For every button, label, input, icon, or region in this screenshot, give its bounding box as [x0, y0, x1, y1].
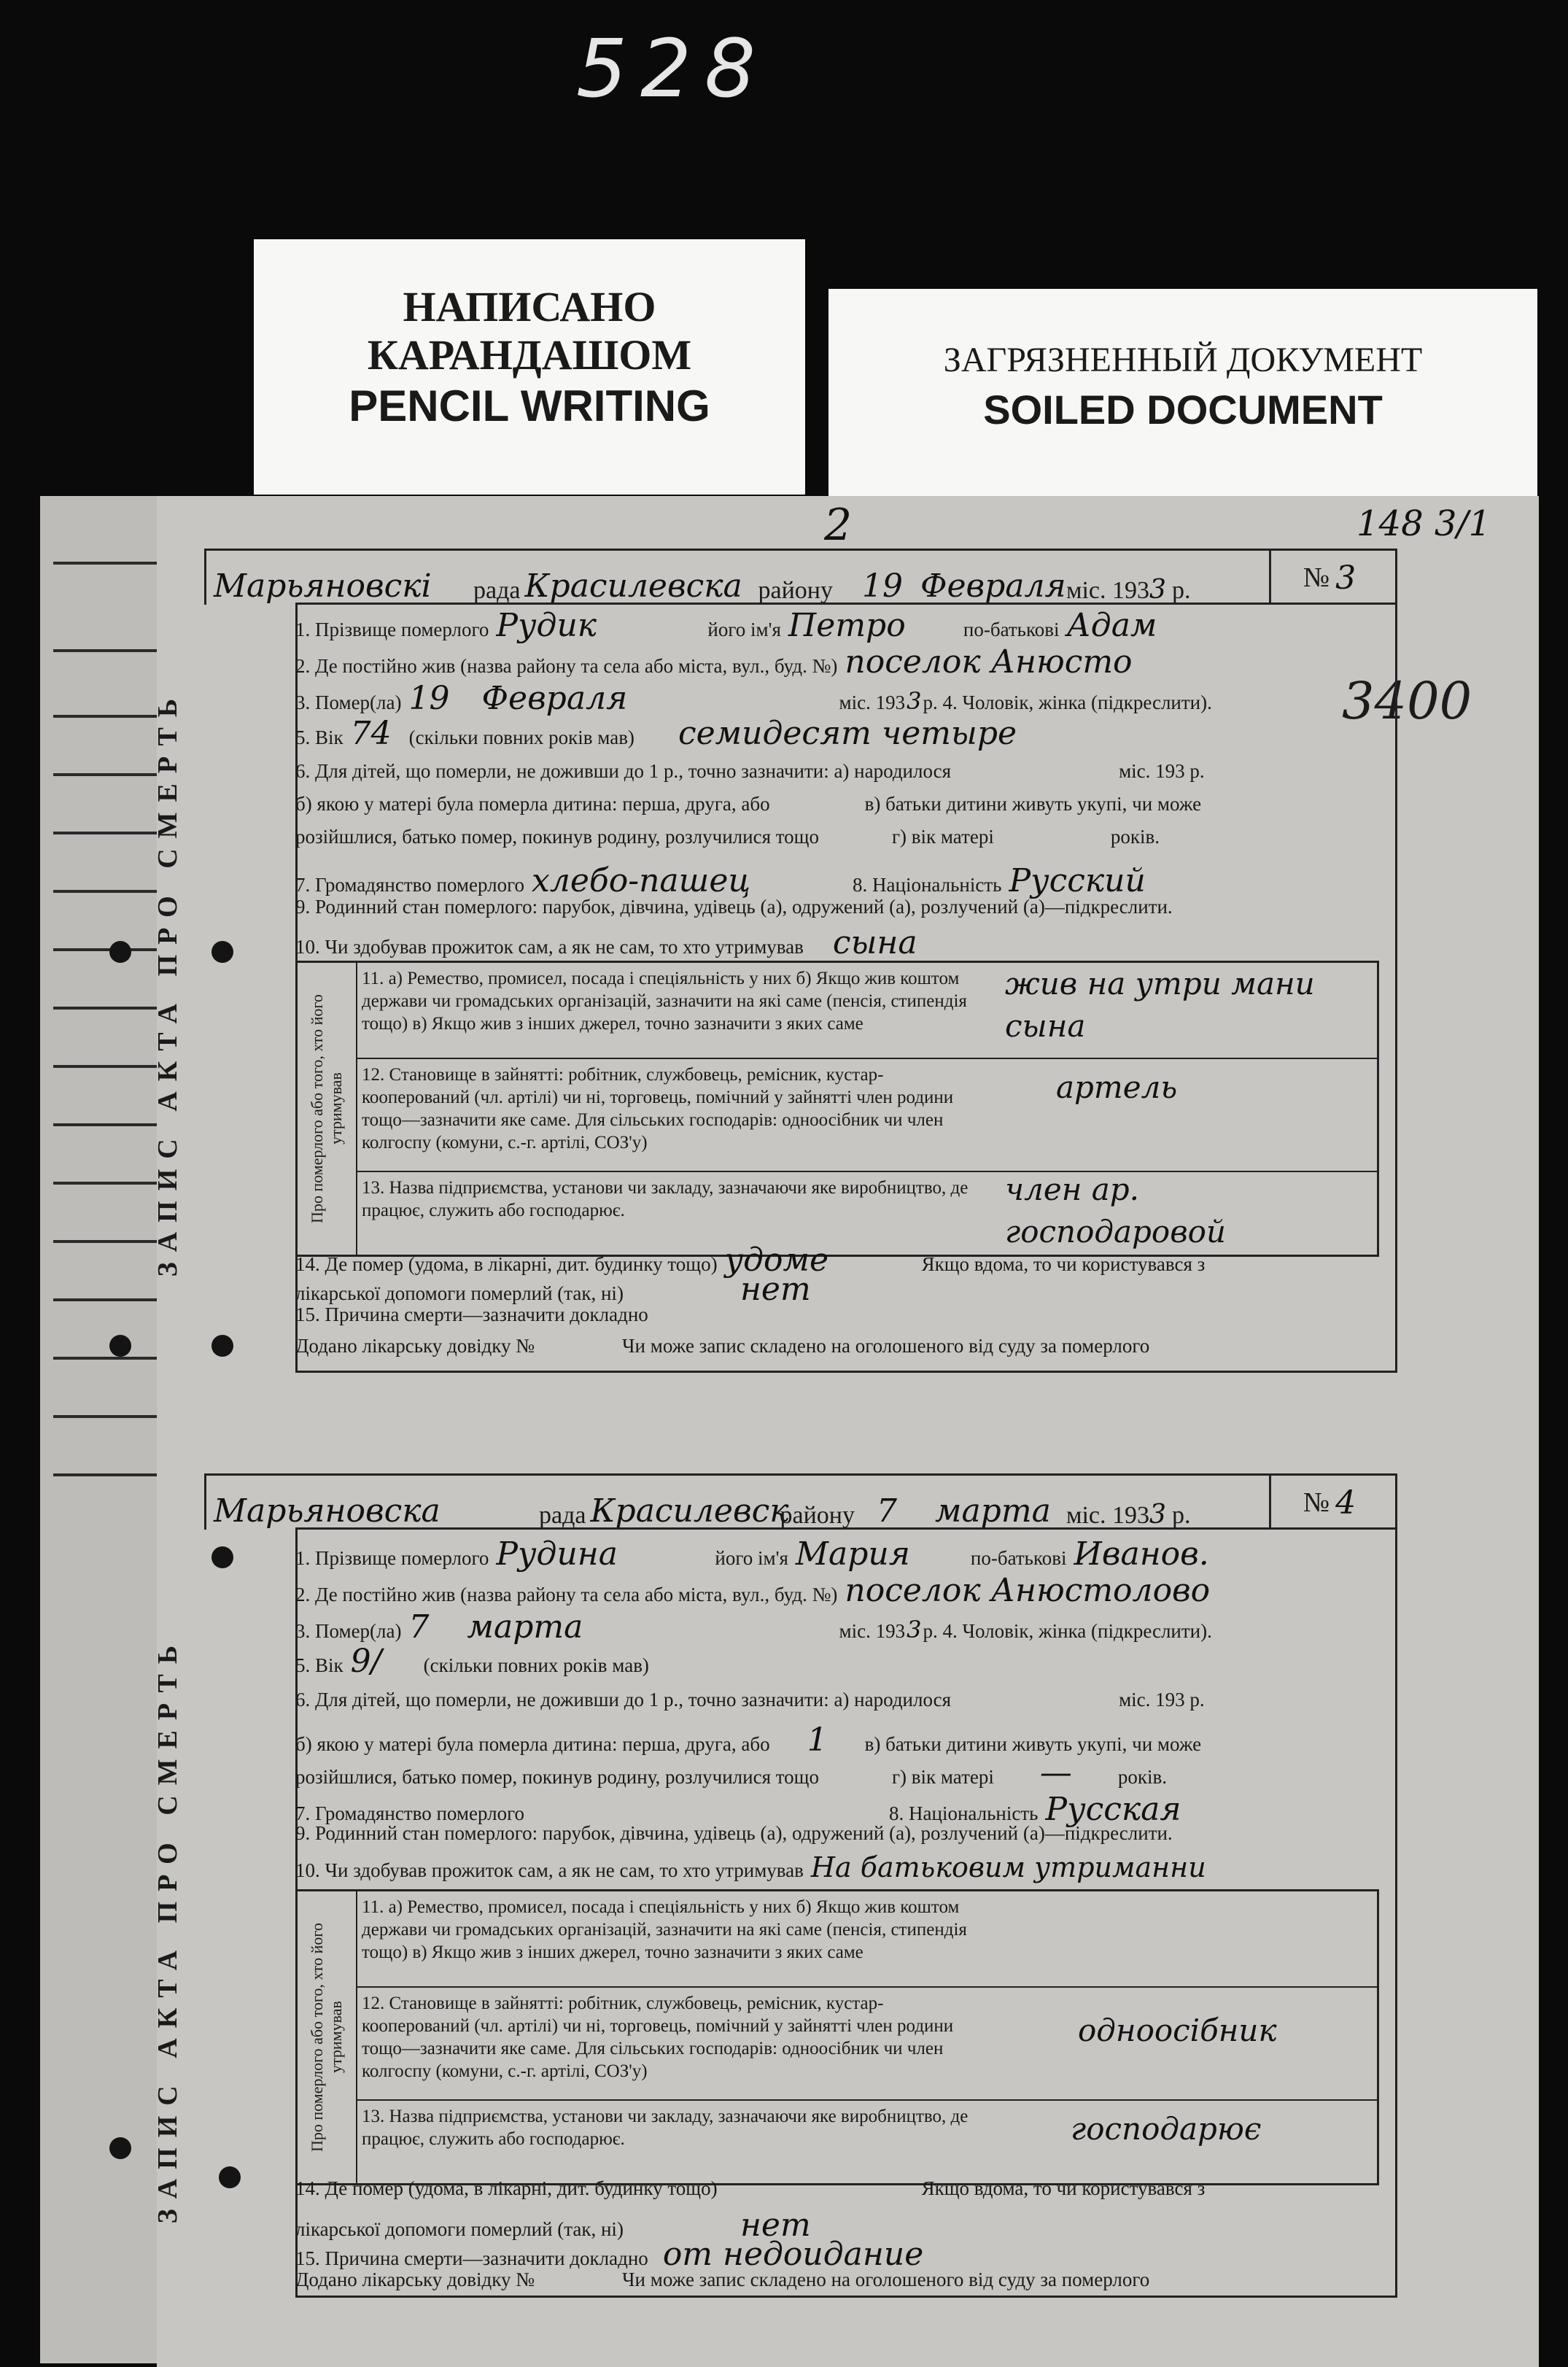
act1-age: 74 — [350, 715, 392, 752]
act2-supporter: На батьковим утриманни — [810, 1851, 1206, 1883]
act2-occupation-table — [295, 1889, 1379, 2185]
act1-name: Петро — [788, 607, 906, 644]
act2-vertical-title-wrap — [139, 1583, 197, 2276]
act1-supporter: сына — [832, 924, 917, 961]
act1-line-10 — [295, 924, 925, 961]
act2-l6c-tail: років. — [1117, 1766, 1167, 1788]
act2-line-5 — [295, 1643, 664, 1680]
act2-l6a-end: міс. 193 р. — [1119, 1689, 1205, 1711]
act1-row-12 — [356, 1058, 1377, 1172]
act2-age: 9/ — [350, 1643, 382, 1680]
act2-l13-text: 13. Назва підприємства, установи чи закладу, зазначаючи яке виробництво, де працює, служить або господарює. — [362, 2107, 969, 2149]
act1-l12-text: 12. Становище в зайнятті: робітник, службовець, ремісник, кустар-кооперований (чл. артілі) чи ні, торговець, помічний у зайнятті член родини тощо—зазначити яке саме. Для сільських господарів: одноосібник чи член колгоспу (комуни, с.-г. артілі, СОЗ'у) — [362, 1065, 954, 1152]
act2-row-11 — [356, 1891, 1377, 1986]
act1-line-1 — [295, 607, 1164, 644]
strip-line — [53, 1415, 157, 1418]
act1-l8-label: 8. Національність — [853, 874, 1002, 896]
act2-l14-label: 14. Де помер (удома, в лікарні, дит. будинку тощо) — [295, 2177, 718, 2199]
act2-date-day: 7 — [876, 1492, 897, 1530]
act2-village-council: Марьяновска — [214, 1492, 440, 1530]
act1-l16: Додано лікарську довідку № — [295, 1335, 535, 1357]
act2-mis-label: міс. 193 — [1066, 1502, 1150, 1529]
act1-line-6a — [295, 760, 1205, 783]
act1-mis-label: міс. 193 — [1066, 577, 1150, 604]
act1-l6c-end: г) вік матері — [891, 826, 994, 848]
death-record-act-2 — [152, 1473, 1415, 2298]
act2-cause: от недоидание — [662, 2236, 924, 2273]
act2-number-box — [1269, 1476, 1388, 1530]
act1-vertical-title: ЗАПИС АКТА ПРО СМЕРТЬ — [152, 688, 183, 1277]
act1-vertical-title-wrap — [139, 636, 197, 1329]
act1-patronymic: Адам — [1066, 607, 1157, 644]
act1-line-3 — [295, 680, 1212, 717]
act2-year-digit: 3 — [1149, 1500, 1166, 1530]
margin-note-top: 2 — [824, 500, 853, 551]
act2-row-13 — [356, 2099, 1377, 2181]
act2-line-6b — [295, 1721, 1201, 1759]
act2-l12-text: 12. Становище в зайнятті: робітник, службовець, ремісник, кустар-кооперований (чл. артілі) чи ні, торговець, помічний у зайнятті член родини тощо—зазначити яке саме. Для сільських господарів: одноосібник чи член колгоспу (комуни, с.-г. артілі, СОЗ'у) — [362, 1994, 954, 2081]
act1-occupation-table — [295, 961, 1379, 1257]
act1-row-11 — [356, 963, 1377, 1058]
act1-l6a-end: міс. 193 р. — [1119, 760, 1205, 782]
act1-line-15 — [295, 1303, 663, 1326]
punch-hole — [109, 1335, 131, 1357]
act2-r-label: р. — [1171, 1502, 1191, 1529]
act2-l6c-end: г) вік матері — [891, 1766, 994, 1788]
strip-line — [53, 562, 157, 565]
act1-year-digit: 3 — [1149, 575, 1166, 605]
act2-date-month: марта — [934, 1492, 1051, 1530]
act1-village-council: Марьяновскі — [214, 567, 432, 605]
act1-l9-label: 9. Родинний стан померлого: парубок, дівчина, удівець (а), одружений (а), розлучений (а)—підкреслити. — [295, 896, 1173, 918]
act1-l7-label: 7. Громадянство померлого — [295, 874, 525, 896]
act2-number-label: № — [1303, 1487, 1330, 1518]
act2-line-10 — [295, 1851, 1214, 1883]
act2-l6b: б) якою у матері була померла дитина: перша, друга, або — [295, 1733, 770, 1755]
act2-l12-value: одноосібник — [1078, 2012, 1277, 2048]
act1-date-month: Февраля — [920, 567, 1066, 605]
act1-line-6c — [295, 826, 1160, 848]
act1-l16-end: Чи може запис складено на оголошеного від суду за померлого — [621, 1335, 1150, 1357]
act1-line-14b — [295, 1271, 818, 1308]
act2-l13-value: господарює — [1071, 2111, 1262, 2147]
act1-l1-end: по-батькові — [963, 619, 1060, 640]
act2-medical-help: нет — [740, 2207, 811, 2244]
act2-surname: Рудина — [496, 1535, 618, 1573]
margin-note-right: 3400 — [1342, 671, 1472, 731]
act1-line-6b — [295, 793, 1201, 816]
act2-line-6c — [295, 1754, 1167, 1791]
strip-line — [53, 1357, 157, 1360]
act1-district: Красилевска — [524, 567, 742, 605]
act1-l10-label: 10. Чи здобував прожиток сам, а як не сам, то хто утримував — [295, 936, 804, 958]
act1-age-words: семидесят четыре — [678, 715, 1017, 752]
act2-l6c-value: — — [1039, 1754, 1072, 1791]
act2-l6a: 6. Для дітей, що померли, не доживши до 1 р., точно зазначити: а) народилося — [295, 1689, 952, 1711]
act1-l6c-tail: років. — [1110, 826, 1160, 848]
act1-l1-mid: його ім'я — [707, 619, 781, 640]
act2-l11-text: 11. а) Ремество, промисел, посада і спеціяльність у них б) Якщо жив коштом держави чи громадських організацій, зазначити на які саме (пенсія, стипендія тощо) в) Якщо жив з інших джерел, точно зазначити з яких саме — [362, 1897, 967, 1962]
act1-death-year: 3 — [907, 687, 922, 715]
act2-l5-label: 5. Вік — [295, 1654, 344, 1676]
notice-soiled-ru: ЗАГРЯЗНЕННЫЙ ДОКУМЕНТ — [943, 341, 1423, 379]
act2-rada-label: рада — [539, 1502, 586, 1529]
act1-line-7 — [295, 862, 1153, 899]
act1-surname: Рудик — [496, 607, 597, 644]
act1-line-9 — [295, 896, 1173, 918]
act1-death-day: 19 — [408, 680, 450, 717]
act2-l9-label: 9. Родинний стан померлого: парубок, дівчина, удівець (а), одружений (а), розлучений (а)—підкреслити. — [295, 1822, 1173, 1844]
act2-name: Мария — [795, 1535, 910, 1573]
act2-l6b-end: в) батьки дитини живуть укупі, чи може — [864, 1733, 1202, 1755]
act1-line-5 — [295, 715, 1024, 752]
act1-medical-help: нет — [740, 1271, 811, 1308]
act1-l12-value: артель — [1056, 1069, 1178, 1105]
act1-residence: поселок Анюсто — [845, 643, 1133, 681]
act2-l16-end: Чи може запис складено на оголошеного від суду за померлого — [621, 2269, 1150, 2290]
act2-l6b-value: 1 — [807, 1721, 828, 1759]
act2-l3-label: 3. Помер(ла) — [295, 1620, 402, 1642]
act1-l14-label: 14. Де помер (удома, в лікарні, дит. будинку тощо) — [295, 1253, 718, 1275]
soiled-document-notice — [828, 289, 1537, 497]
act1-death-place: удоме — [724, 1241, 828, 1279]
act1-l14-end: Якщо вдома, то чи користувався з — [921, 1253, 1206, 1275]
act1-l5-mid: (скільки повних років мав) — [408, 727, 634, 748]
act2-line-9 — [295, 1822, 1173, 1845]
act1-l1-label: 1. Прізвище померлого — [295, 619, 489, 640]
act2-l5-mid: (скільки повних років мав) — [423, 1654, 649, 1676]
act2-l1-mid: його ім'я — [715, 1547, 788, 1569]
act1-l3-label: 3. Помер(ла) — [295, 691, 402, 713]
act2-district: Красилевск — [590, 1492, 789, 1530]
frame-number: 528 — [576, 22, 769, 115]
act2-l3-tail: р. 4. Чоловік, жінка (підкреслити). — [923, 1620, 1212, 1642]
act1-nationality: Русский — [1009, 862, 1146, 899]
act2-row-12 — [356, 1986, 1377, 2101]
notice-soiled-en: SOILED DOCUMENT — [983, 387, 1383, 433]
act2-l16: Додано лікарську довідку № — [295, 2269, 535, 2290]
act1-l11-text: 11. а) Ремество, промисел, посада і спеціяльність у них б) Якщо жив коштом держави чи громадських організацій, зазначити на які саме (пенсія, стипендія тощо) в) Якщо жив з інших джерел, точно зазначити з яких саме — [362, 969, 967, 1034]
act1-number-label: № — [1303, 562, 1330, 593]
act2-l8-label: 8. Національність — [889, 1802, 1039, 1824]
act1-rada-label: рада — [473, 577, 521, 604]
act2-line-2 — [295, 1572, 1217, 1609]
strip-line — [53, 1473, 157, 1476]
act1-r-label: р. — [1171, 577, 1191, 604]
act2-l1-end: по-батькові — [970, 1547, 1067, 1569]
act2-death-year: 3 — [907, 1616, 922, 1643]
act1-l13-value: член ар. господаровой — [1005, 1171, 1226, 1250]
act2-line-3 — [295, 1608, 1212, 1646]
act2-patronymic: Иванов. — [1074, 1535, 1209, 1573]
margin-note-corner: 148 3/1 — [1357, 503, 1491, 544]
act1-l3-tail: р. 4. Чоловік, жінка (підкреслити). — [923, 691, 1212, 713]
act2-l1-label: 1. Прізвище померлого — [295, 1547, 489, 1569]
act1-citizenship: хлебо-пашец — [532, 862, 751, 899]
act1-line-2 — [295, 643, 1140, 681]
act1-death-month: Февраля — [481, 680, 628, 717]
act2-line-6a — [295, 1689, 1205, 1711]
act2-l2-label: 2. Де постійно жив (назва району та села або міста, вул., буд. №) — [295, 1584, 838, 1605]
act1-l6c: розійшлися, батько помер, покинув родину, розлучилися тощо — [295, 826, 819, 848]
act2-nationality: Русская — [1045, 1791, 1181, 1828]
act2-death-day: 7 — [408, 1608, 430, 1646]
act1-side-label: Про померлого або того, хто його утримував — [308, 994, 345, 1223]
act2-l7-label: 7. Громадянство померлого — [295, 1802, 525, 1824]
act2-l3-end: міс. 193 — [839, 1620, 906, 1642]
act2-l14b: лікарської допомоги померлий (так, ні) — [295, 2218, 624, 2240]
act2-l15-label: 15. Причина смерти—зазначити докладно — [295, 2247, 648, 2269]
act1-rayon-label: району — [758, 577, 833, 604]
act2-death-month: марта — [467, 1608, 583, 1646]
act1-l6b: б) якою у матері була померла дитина: перша, друга, або — [295, 793, 770, 815]
act2-header — [204, 1473, 1397, 1530]
act2-vertical-title: ЗАПИС АКТА ПРО СМЕРТЬ — [152, 1635, 183, 2224]
act1-side-label-wrap — [298, 963, 357, 1255]
act1-date-day: 19 — [861, 567, 903, 605]
act1-header — [204, 549, 1397, 605]
punch-hole — [109, 941, 131, 963]
pencil-writing-notice — [254, 239, 805, 495]
act1-l5-label: 5. Вік — [295, 727, 344, 748]
act2-line-15 — [295, 2236, 931, 2273]
act1-l11-value: жив на утри мани сына — [1005, 966, 1315, 1044]
act1-l15-label: 15. Причина смерти—зазначити докладно — [295, 1303, 648, 1325]
act2-residence: поселок Анюстолово — [845, 1572, 1211, 1609]
act1-l2-label: 2. Де постійно жив (назва району та села або міста, вул., буд. №) — [295, 655, 838, 677]
punch-hole — [109, 2137, 131, 2159]
notice-pencil-en: PENCIL WRITING — [349, 381, 710, 430]
act1-number-box — [1269, 551, 1388, 605]
act1-l14b: лікарської допомоги померлий (так, ні) — [295, 1282, 624, 1304]
act2-rayon-label: району — [780, 1502, 855, 1529]
act1-l6b-end: в) батьки дитини живуть укупі, чи може — [864, 793, 1202, 815]
death-record-act-1 — [152, 549, 1415, 1373]
act2-line-16 — [295, 2269, 1149, 2291]
act2-l14-end: Якщо вдома, то чи користувався з — [921, 2177, 1206, 2199]
act2-side-label-wrap — [298, 1891, 357, 2183]
act1-l13-text: 13. Назва підприємства, установи чи закладу, зазначаючи яке виробництво, де працює, служить або господарює. — [362, 1178, 969, 1220]
notice-pencil-ru: НАПИСАНО КАРАНДАШОМ — [367, 283, 692, 379]
act2-line-14 — [295, 2177, 1205, 2200]
act2-number: 4 — [1335, 1484, 1357, 1522]
act1-row-13 — [356, 1171, 1377, 1252]
act2-side-label: Про померлого або того, хто його утримував — [308, 1923, 345, 2152]
act2-l10-label: 10. Чи здобував прожиток сам, а як не сам, то хто утримував — [295, 1859, 804, 1881]
act2-l6c: розійшлися, батько помер, покинув родину, розлучилися тощо — [295, 1766, 819, 1788]
act1-l3-end: міс. 193 — [839, 691, 906, 713]
act2-line-1 — [295, 1535, 1216, 1573]
act1-number: 3 — [1335, 559, 1357, 597]
act1-line-16 — [295, 1335, 1149, 1357]
act1-l6a: 6. Для дітей, що померли, не доживши до 1 р., точно зазначити: а) народилося — [295, 760, 952, 782]
